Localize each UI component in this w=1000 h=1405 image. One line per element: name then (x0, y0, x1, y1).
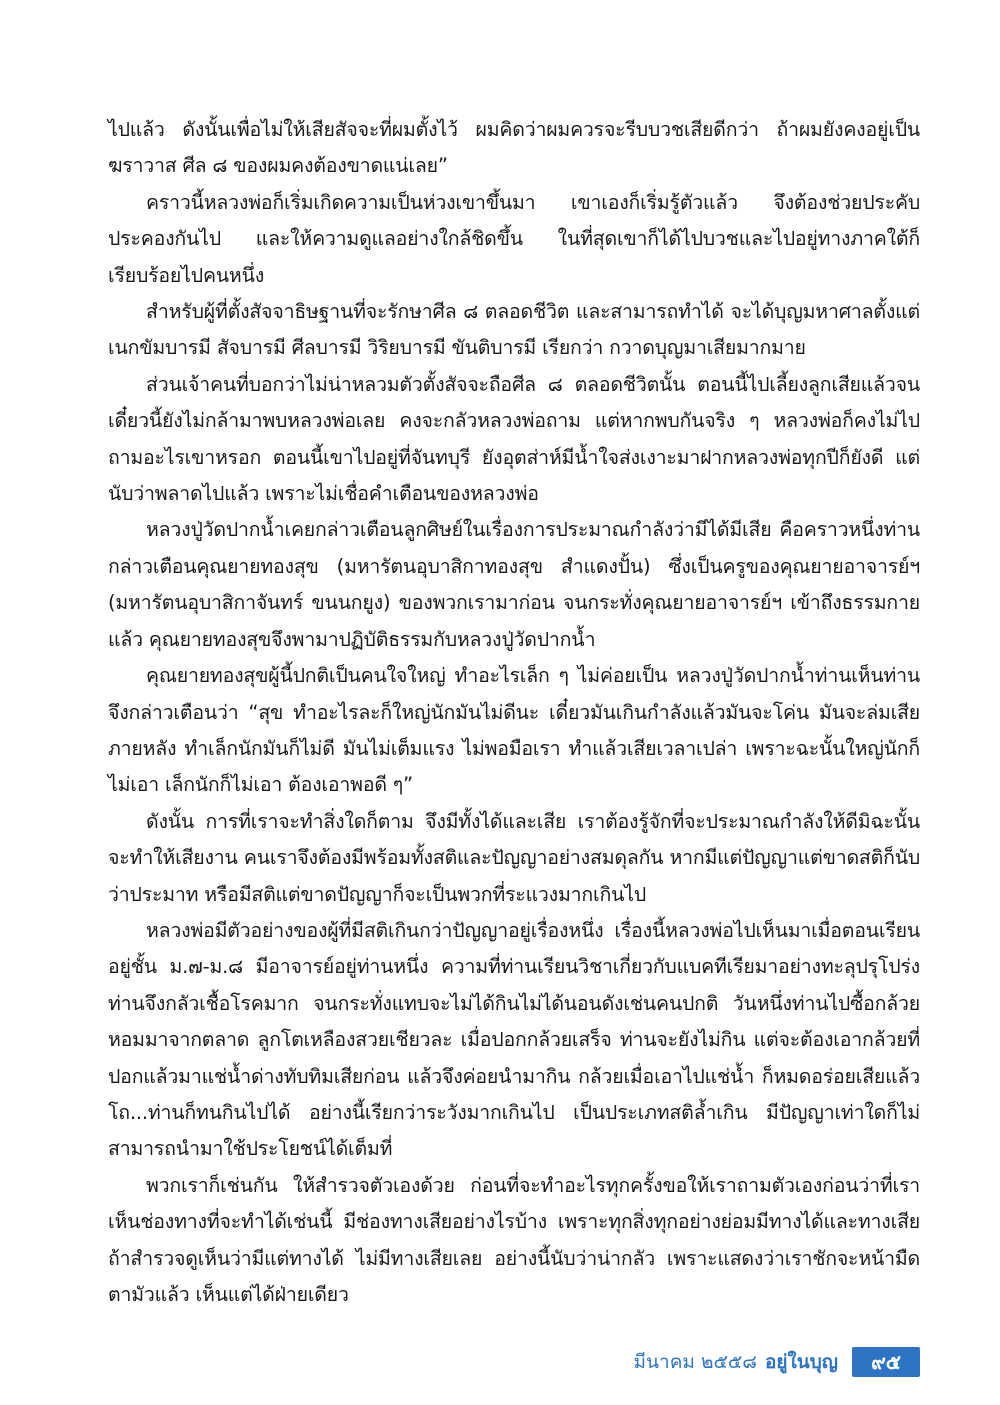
page-footer (634, 1346, 920, 1378)
page-number-badge: ๙๕ (852, 1347, 920, 1377)
paragraph-6: คุณยายทองสุขผู้นี้ปกติเป็นคนใจใหญ่ ทำอะไรเล็ก ๆ ไม่ค่อยเป็น หลวงปู่วัดปากน้ำท่านเห็นท่านจึงกล่าวเตือนว่า “สุข ทำอะไรละก็ใหญ่นักมันไม่ดีนะ เดี๋ยวมันเกินกำลังแล้วมันจะโค่น มันจะล่มเสียภายหลัง ทำเล็กนักมันก็ไม่ดี มันไม่เต็มแรง ไม่พอมือเรา ทำแล้วเสียเวลาเปล่า เพราะฉะนั้นใหญ่นักก็ไม่เอา เล็กนักก็ไม่เอา ต้องเอาพอดี ๆ” (108, 664, 920, 797)
paragraph-1: ไปแล้ว ดังนั้นเพื่อไม่ให้เสียสัจจะที่ผมตั้งไว้ ผมคิดว่าผมควรจะรีบบวชเสียดีกว่า ถ้าผมยังคงอยู่เป็นฆราวาส ศีล ๘ ของผมคงต้องขาดแน่เลย” (108, 118, 920, 178)
magazine-title: อยู่ในบุญ (764, 1351, 838, 1373)
paragraph-2: คราวนี้หลวงพ่อก็เริ่มเกิดความเป็นห่วงเขาขึ้นมา เขาเองก็เริ่มรู้ตัวแล้ว จึงต้องช่วยประคับประคองกันไป และให้ความดูแลอย่างใกล้ชิดขึ้น ในที่สุดเขาก็ได้ไปบวชและไปอยู่ทางภาคใต้ก็เรียบร้อยไปคนหนึ่ง (108, 190, 920, 287)
paragraph-3: สำหรับผู้ที่ตั้งสัจจาธิษฐานที่จะรักษาศีล ๘ ตลอดชีวิต และสามารถทำได้ จะได้บุญมหาศาลตั้งแต่ เนกขัมบารมี สัจบารมี ศีลบารมี วิริยบารมี ขันติบารมี เรียกว่า กวาดบุญมาเสียมากมาย (108, 300, 920, 360)
paragraph-9: พวกเราก็เช่นกัน ให้สำรวจตัวเองด้วย ก่อนที่จะทำอะไรทุกครั้งขอให้เราถามตัวเองก่อนว่าที่เราเห็นช่องทางที่จะทำได้เช่นนี้ มีช่องทางเสียอย่างไรบ้าง เพราะทุกสิ่งทุกอย่างย่อมมีทางได้และทางเสีย ถ้าสำรวจดูเห็นว่ามีแต่ทางได้ ไม่มีทางเสียเลย อย่างนี้นับว่าน่ากลัว เพราะแสดงว่าเราชักจะหน้ามืดตามัวแล้ว เห็นแต่ได้ฝ่ายเดียว (108, 1173, 920, 1306)
paragraph-4: ส่วนเจ้าคนที่บอกว่าไม่น่าหลวมตัวตั้งสัจจะถือศีล ๘ ตลอดชีวิตนั้น ตอนนี้ไปเลี้ยงลูกเสียแล้วจนเดี๋ยวนี้ยังไม่กล้ามาพบหลวงพ่อเลย คงจะกลัวหลวงพ่อถาม แต่หากพบกันจริง ๆ หลวงพ่อก็คงไม่ไปถามอะไรเขาหรอก ตอนนี้เขาไปอยู่ที่จันทบุรี ยังอุตส่าห์มีน้ำใจส่งเงาะมาฝากหลวงพ่อทุกปีก็ยังดี แต่นับว่าพลาดไปแล้ว เพราะไม่เชื่อคำเตือนของหลวงพ่อ (108, 372, 920, 506)
article-body (108, 112, 920, 1313)
paragraph-5: หลวงปู่วัดปากน้ำเคยกล่าวเตือนลูกศิษย์ในเรื่องการประมาณกำลังว่ามีได้มีเสีย คือคราวหนึ่งท่านกล่าวเตือนคุณยายทองสุข (มหารัตนอุบาสิกาทองสุข สำแดงปั้น) ซึ่งเป็นครูของคุณยายอาจารย์ฯ (มหารัตนอุบาสิกาจันทร์ ขนนกยูง) ของพวกเรามาก่อน จนกระทั่งคุณยายอาจารย์ฯ เข้าถึงธรรมกายแล้ว คุณยายทองสุขจึงพามาปฏิบัติธรรมกับหลวงปู่วัดปากน้ำ (108, 518, 920, 651)
paragraph-8: หลวงพ่อมีตัวอย่างของผู้ที่มีสติเกินกว่าปัญญาอยู่เรื่องหนึ่ง เรื่องนี้หลวงพ่อไปเห็นมาเมื่อตอนเรียนอยู่ชั้น ม.๗-ม.๘ มีอาจารย์อยู่ท่านหนึ่ง ความที่ท่านเรียนวิชาเกี่ยวกับแบคทีเรียมาอย่างทะลุปรุโปร่ง ท่านจึงกลัวเชื้อโรคมาก จนกระทั่งแทบจะไม่ได้กินไม่ได้นอนดังเช่นคนปกติ วันหนึ่งท่านไปซื้อกล้วยหอมมาจากตลาด ลูกโตเหลืองสวยเชียวละ เมื่อปอกกล้วยเสร็จ ท่านจะยังไม่กิน แต่จะต้องเอากล้วยที่ปอกแล้วมาแช่น้ำด่างทับทิมเสียก่อน แล้วจึงค่อยนำมากิน กล้วยเมื่อเอาไปแช่น้ำ ก็หมดอร่อยเสียแล้ว โถ...ท่านก็ทนกินไปได้ อย่างนี้เรียกว่าระวังมากเกินไป เป็นประเภทสติล้ำเกิน มีปัญญาเท่าใดก็ไม่สามารถนำมาใช้ประโยชน์ได้เต็มที่ (108, 918, 920, 1161)
issue-date: มีนาคม ๒๕๕๘ (633, 1351, 757, 1373)
paragraph-7: ดังนั้น การที่เราจะทำสิ่งใดก็ตาม จึงมีทั้งได้และเสีย เราต้องรู้จักที่จะประมาณกำลังให้ดีมิฉะนั้นจะทำให้เสียงาน คนเราจึงต้องมีพร้อมทั้งสติและปัญญาอย่างสมดุลกัน หากมีแต่ปัญญาแต่ขาดสติก็นับว่าประมาท หรือมีสติแต่ขาดปัญญาก็จะเป็นพวกที่ระแวงมากเกินไป (108, 809, 920, 906)
